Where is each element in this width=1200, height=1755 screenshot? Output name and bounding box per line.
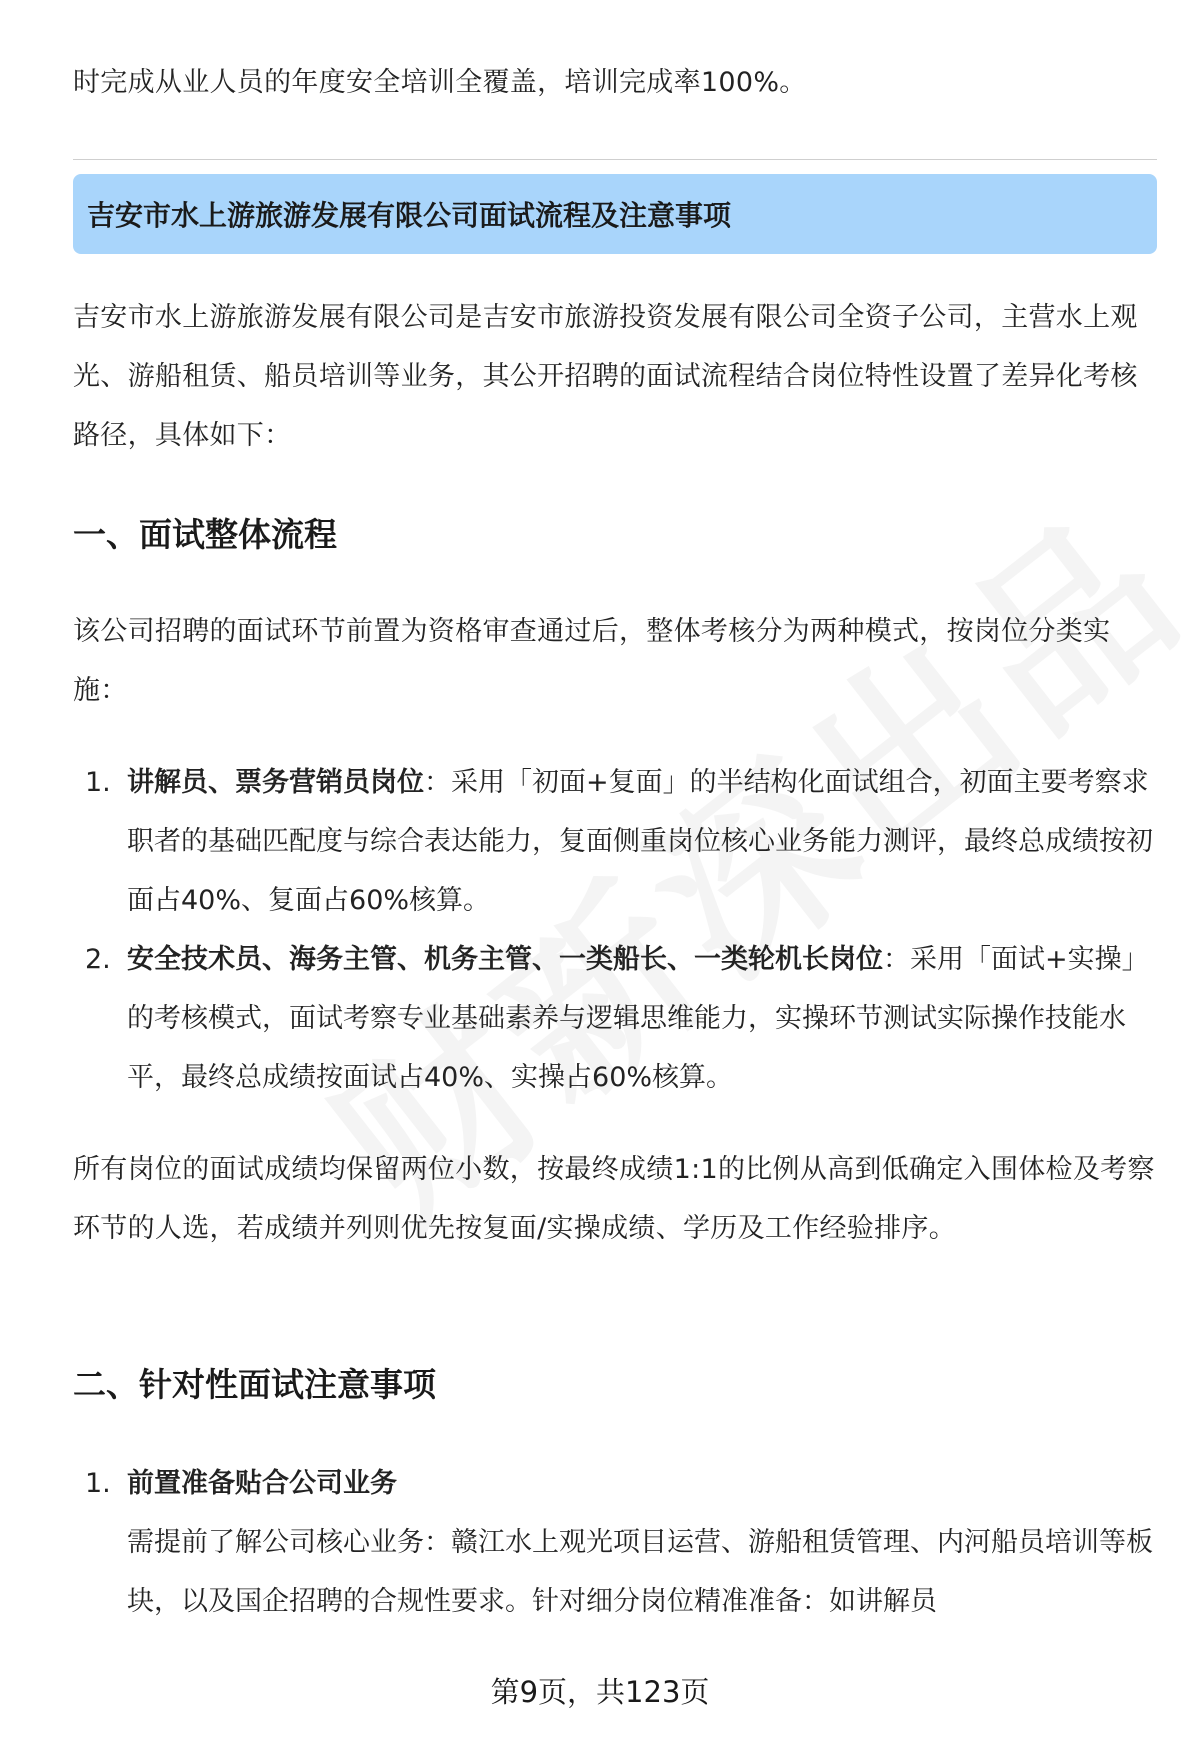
list-item-title: 安全技术员、海务主管、机务主管、一类船长、一类轮机长岗位 xyxy=(127,944,883,975)
heading-interview-flow: 一、面试整体流程 xyxy=(73,515,337,554)
list-item-title: 前置准备贴合公司业务 xyxy=(127,1468,397,1499)
top-paragraph: 时完成从业人员的年度安全培训全覆盖，培训完成率100%。 xyxy=(73,67,807,98)
list-item xyxy=(73,1454,1157,1631)
page-footer: 第9页，共123页 xyxy=(490,1675,710,1709)
flow-paragraph: 该公司招聘的面试环节前置为资格审查通过后，整体考核分为两种模式，按岗位分类实施： xyxy=(73,616,1111,706)
heading-interview-notes: 二、针对性面试注意事项 xyxy=(73,1365,436,1404)
intro-paragraph: 吉安市水上游旅游发展有限公司是吉安市旅游投资发展有限公司全资子公司，主营水上观光、游船租赁、船员培训等业务，其公开招聘的面试流程结合岗位特性设置了差异化考核路径，具体如下： xyxy=(73,302,1138,451)
list-number: 1. xyxy=(85,767,111,798)
list-number: 2. xyxy=(85,944,111,975)
section-title: 吉安市水上游旅游发展有限公司面试流程及注意事项 xyxy=(87,199,732,232)
section-title-banner xyxy=(73,174,1157,254)
list-item xyxy=(73,753,1157,930)
list-item-title: 讲解员、票务营销员岗位 xyxy=(127,767,424,798)
flow-list xyxy=(73,753,1157,1107)
ranking-paragraph: 所有岗位的面试成绩均保留两位小数，按最终成绩1:1的比例从高到低确定入围体检及考察环节的人选，若成绩并列则优先按复面/实操成绩、学历及工作经验排序。 xyxy=(73,1154,1155,1244)
notes-list xyxy=(73,1454,1157,1631)
list-item-text: 需提前了解公司核心业务：赣江水上观光项目运营、游船租赁管理、内河船员培训等板块，以及国企招聘的合规性要求。针对细分岗位精准准备：如讲解员 xyxy=(127,1527,1153,1617)
list-item-text: ：采用「初面+复面」的半结构化面试组合，初面主要考察求职者的基础匹配度与综合表达能力，复面侧重岗位核心业务能力测评，最终总成绩按初面占40%、复面占60%核算。 xyxy=(127,767,1153,916)
list-item xyxy=(73,930,1157,1107)
list-item-text: ：采用「面试+实操」的考核模式，面试考察专业基础素养与逻辑思维能力，实操环节测试实际操作技能水平，最终总成绩按面试占40%、实操占60%核算。 xyxy=(127,944,1149,1093)
divider xyxy=(73,159,1157,160)
list-number: 1. xyxy=(85,1468,111,1499)
